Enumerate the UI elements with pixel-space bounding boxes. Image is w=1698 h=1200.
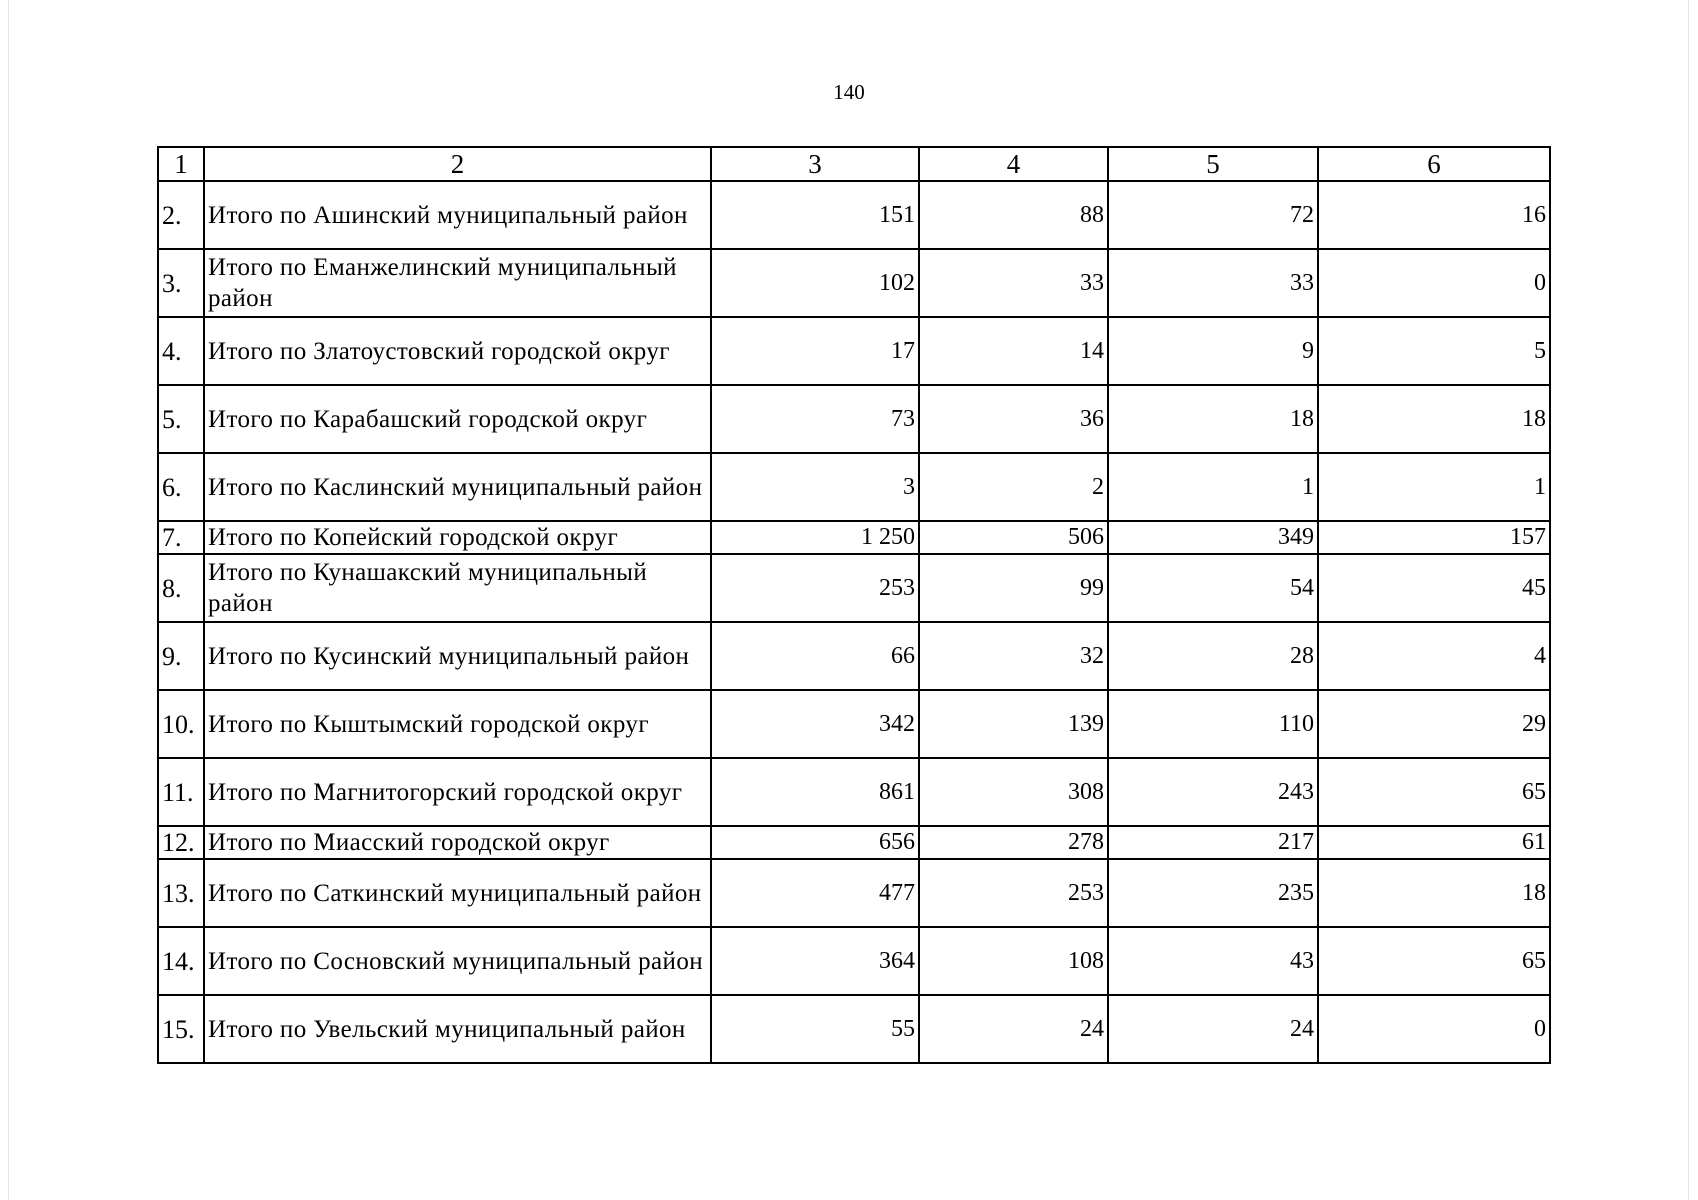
value-col-4: 2: [919, 453, 1108, 521]
row-number: 5.: [158, 385, 204, 453]
row-name: Итого по Миасский городской округ: [204, 826, 711, 859]
column-header-6: 6: [1318, 147, 1550, 181]
scan-edge-left: [8, 0, 9, 1200]
value-col-3: 102: [711, 249, 919, 317]
row-name: Итого по Кыштымский городской округ: [204, 690, 711, 758]
value-col-6: 16: [1318, 181, 1550, 249]
row-name: Итого по Каслинский муниципальный район: [204, 453, 711, 521]
value-col-3: 364: [711, 927, 919, 995]
table-row: [158, 181, 1550, 249]
value-col-4: 33: [919, 249, 1108, 317]
row-name: Итого по Ашинский муниципальный район: [204, 181, 711, 249]
value-col-3: 861: [711, 758, 919, 826]
value-col-6: 61: [1318, 826, 1550, 859]
value-col-4: 278: [919, 826, 1108, 859]
row-number: 11.: [158, 758, 204, 826]
value-col-4: 24: [919, 995, 1108, 1063]
row-number: 2.: [158, 181, 204, 249]
column-header-1: 1: [158, 147, 204, 181]
value-col-5: 235: [1108, 859, 1318, 927]
column-header-5: 5: [1108, 147, 1318, 181]
value-col-6: 1: [1318, 453, 1550, 521]
value-col-4: 99: [919, 554, 1108, 622]
value-col-4: 36: [919, 385, 1108, 453]
table-row: [158, 554, 1550, 622]
row-name: Итого по Сосновский муниципальный район: [204, 927, 711, 995]
row-number: 6.: [158, 453, 204, 521]
value-col-6: 157: [1318, 521, 1550, 554]
value-col-3: 17: [711, 317, 919, 385]
table-row: [158, 690, 1550, 758]
value-col-3: 253: [711, 554, 919, 622]
value-col-5: 18: [1108, 385, 1318, 453]
row-number: 3.: [158, 249, 204, 317]
column-header-3: 3: [711, 147, 919, 181]
value-col-5: 243: [1108, 758, 1318, 826]
value-col-3: 73: [711, 385, 919, 453]
row-name: Итого по Увельский муниципальный район: [204, 995, 711, 1063]
value-col-4: 506: [919, 521, 1108, 554]
table-row: [158, 249, 1550, 317]
table-row: [158, 521, 1550, 554]
table-row: [158, 317, 1550, 385]
row-number: 12.: [158, 826, 204, 859]
value-col-3: 151: [711, 181, 919, 249]
row-name: Итого по Златоустовский городской округ: [204, 317, 711, 385]
value-col-5: 349: [1108, 521, 1318, 554]
table-row: [158, 758, 1550, 826]
row-number: 14.: [158, 927, 204, 995]
value-col-4: 88: [919, 181, 1108, 249]
table-row: [158, 927, 1550, 995]
value-col-4: 108: [919, 927, 1108, 995]
scan-edge-right: [1688, 0, 1689, 1200]
row-name: Итого по Кусинский муниципальный район: [204, 622, 711, 690]
value-col-5: 9: [1108, 317, 1318, 385]
value-col-3: 656: [711, 826, 919, 859]
row-name: Итого по Магнитогорский городской округ: [204, 758, 711, 826]
value-col-5: 33: [1108, 249, 1318, 317]
value-col-5: 217: [1108, 826, 1318, 859]
value-col-6: 18: [1318, 859, 1550, 927]
value-col-5: 28: [1108, 622, 1318, 690]
row-number: 7.: [158, 521, 204, 554]
value-col-6: 65: [1318, 758, 1550, 826]
report-table: [157, 146, 1551, 1064]
row-number: 10.: [158, 690, 204, 758]
page-number: 140: [833, 80, 865, 104]
value-col-5: 24: [1108, 995, 1318, 1063]
value-col-6: 65: [1318, 927, 1550, 995]
row-number: 15.: [158, 995, 204, 1063]
row-number: 9.: [158, 622, 204, 690]
value-col-5: 43: [1108, 927, 1318, 995]
table-row: [158, 995, 1550, 1063]
value-col-4: 253: [919, 859, 1108, 927]
value-col-6: 18: [1318, 385, 1550, 453]
value-col-3: 55: [711, 995, 919, 1063]
row-name: Итого по Копейский городской округ: [204, 521, 711, 554]
row-number: 8.: [158, 554, 204, 622]
value-col-3: 342: [711, 690, 919, 758]
table-row: [158, 453, 1550, 521]
table-row: [158, 385, 1550, 453]
value-col-3: 66: [711, 622, 919, 690]
value-col-6: 0: [1318, 249, 1550, 317]
value-col-6: 45: [1318, 554, 1550, 622]
row-name: Итого по Саткинский муниципальный район: [204, 859, 711, 927]
row-number: 13.: [158, 859, 204, 927]
row-name: Итого по Карабашский городской округ: [204, 385, 711, 453]
column-header-2: 2: [204, 147, 711, 181]
value-col-4: 139: [919, 690, 1108, 758]
table-row: [158, 622, 1550, 690]
value-col-4: 308: [919, 758, 1108, 826]
value-col-5: 72: [1108, 181, 1318, 249]
value-col-6: 5: [1318, 317, 1550, 385]
table-header-row: [158, 147, 1550, 181]
table-row: [158, 826, 1550, 859]
value-col-3: 1 250: [711, 521, 919, 554]
column-header-4: 4: [919, 147, 1108, 181]
row-name: Итого по Кунашакский муниципальный район: [204, 554, 711, 622]
value-col-5: 110: [1108, 690, 1318, 758]
value-col-5: 54: [1108, 554, 1318, 622]
value-col-4: 14: [919, 317, 1108, 385]
value-col-3: 477: [711, 859, 919, 927]
row-number: 4.: [158, 317, 204, 385]
value-col-4: 32: [919, 622, 1108, 690]
row-name: Итого по Еманжелинский муниципальный район: [204, 249, 711, 317]
value-col-5: 1: [1108, 453, 1318, 521]
table-row: [158, 859, 1550, 927]
value-col-6: 0: [1318, 995, 1550, 1063]
value-col-6: 4: [1318, 622, 1550, 690]
value-col-6: 29: [1318, 690, 1550, 758]
value-col-3: 3: [711, 453, 919, 521]
